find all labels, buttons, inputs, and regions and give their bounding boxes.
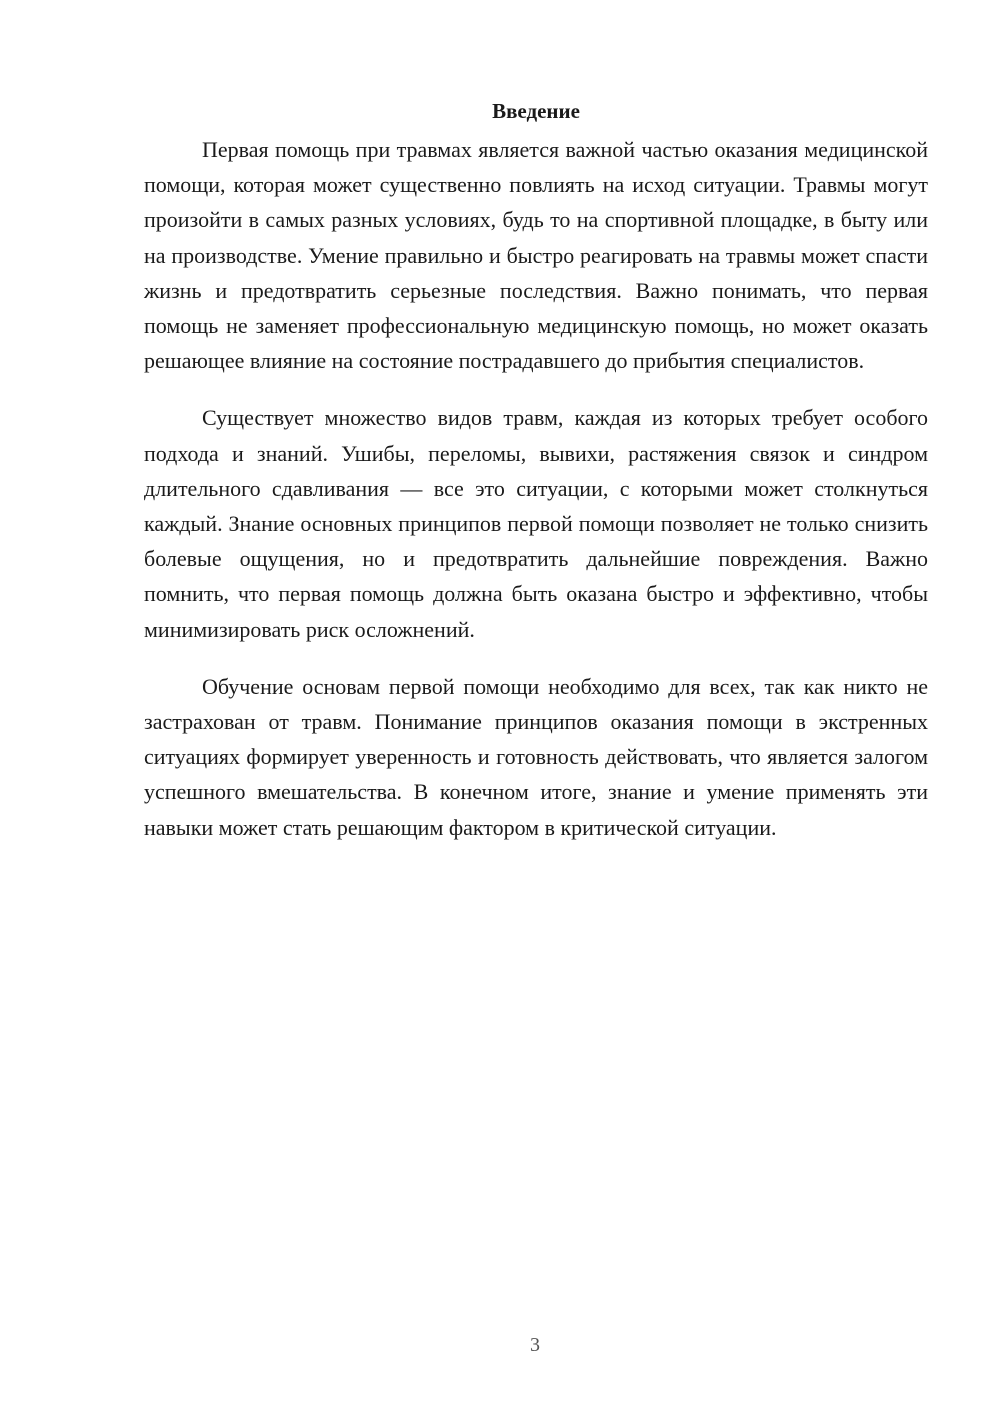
section-title: Введение: [492, 99, 580, 123]
document-body: [144, 92, 928, 867]
paragraph-1: Первая помощь при травмах является важной частью оказания медицинской помощи, которая может существенно повлиять на исход ситуации. Травмы могут произойти в самых разных условиях, будь то на спортивной площадке, в быту или на производстве. Умение правильно и быстро реагировать на травмы может спасти жизнь и предотвратить серьезные последствия. Важно понимать, что первая помощь не заменяет профессиональную медицинскую помощь, но может оказать решающее влияние на состояние пострадавшего до прибытия специалистов.: [144, 137, 928, 374]
paragraph-3: Обучение основам первой помощи необходимо для всех, так как никто не застрахован от травм. Понимание принципов оказания помощи в экстренных ситуациях формирует уверенность и готовность действовать, что является залогом успешного вмешательства. В конечном итоге, знание и умение применять эти навыки может стать решающим фактором в критической ситуации.: [144, 673, 928, 840]
page-number: 3: [530, 1334, 540, 1356]
paragraph-2: Существует множество видов травм, каждая из которых требует особого подхода и знаний. Ушибы, переломы, вывихи, растяжения связок и синдром длительного сдавливания — все это ситуации, с которыми может столкнуться каждый. Знание основных принципов первой помощи позволяет не только снизить болевые ощущения, но и предотвратить дальнейшие повреждения. Важно помнить, что первая помощь должна быть оказана быстро и эффективно, чтобы минимизировать риск осложнений.: [144, 405, 928, 642]
